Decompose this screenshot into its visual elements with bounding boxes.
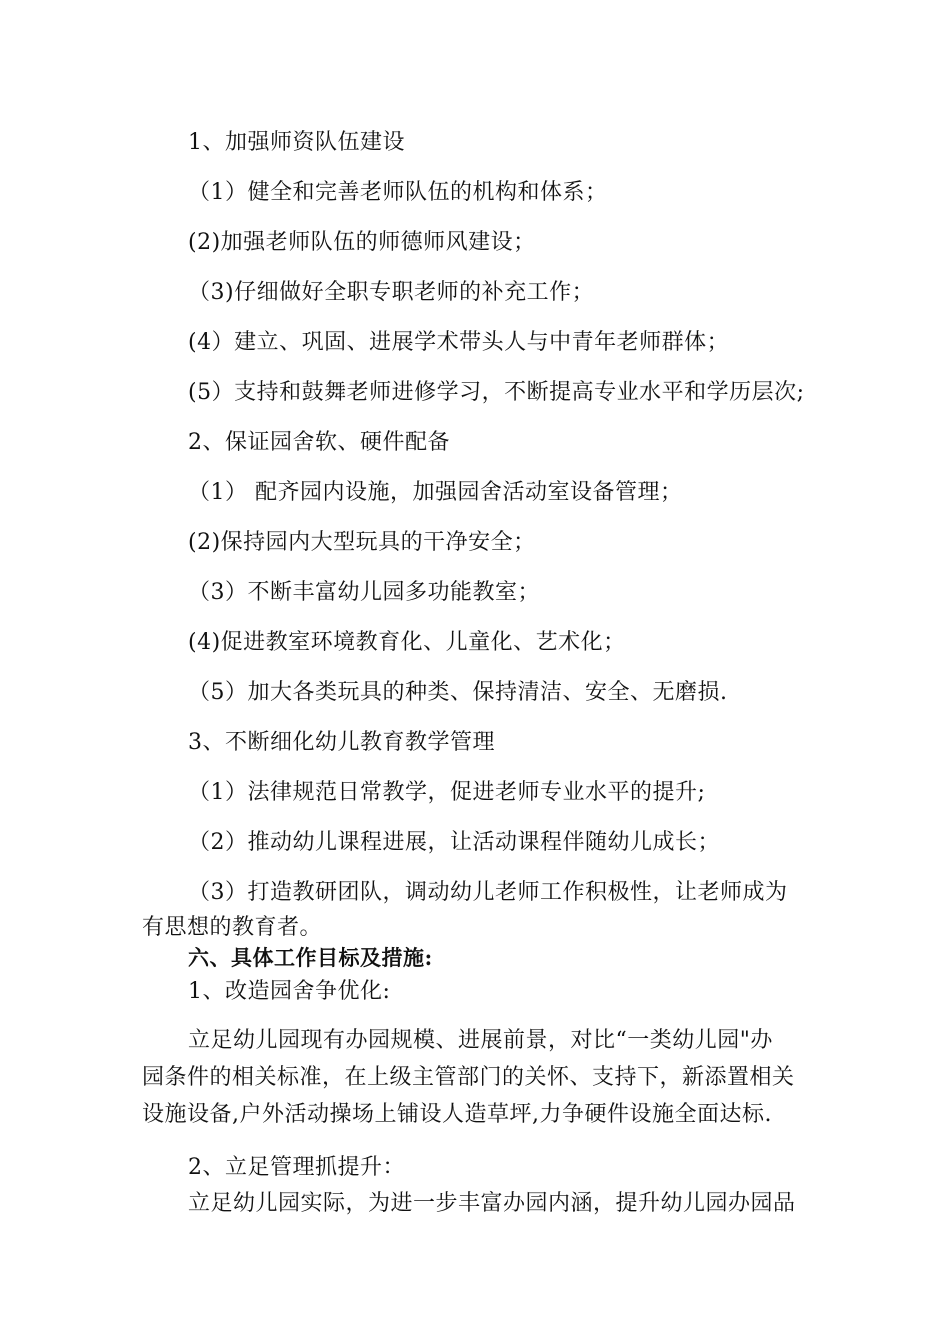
subsection-heading-management: 2、立足管理抓提升：: [188, 1155, 405, 1180]
list-item: (5）支持和鼓舞老师进修学习，不断提高专业水平和学历层次;: [188, 380, 805, 405]
list-item: （2）推动幼儿课程进展，让活动课程伴随幼儿成长；: [188, 830, 720, 855]
list-item: (4）建立、巩固、进展学术带头人与中青年老师群体；: [188, 330, 730, 355]
section-heading-teaching-management: 3、不断细化幼儿教育教学管理: [188, 730, 495, 755]
list-item: （3）打造教研团队，调动幼儿老师工作积极性，让老师成为: [188, 880, 788, 905]
paragraph-line: 园条件的相关标准，在上级主管部门的关怀、支持下，新添置相关: [142, 1065, 795, 1090]
subsection-heading-renovation: 1、改造园舍争优化:: [188, 979, 391, 1004]
list-item: （1） 配齐园内设施，加强园舍活动室设备管理；: [188, 480, 683, 505]
list-item-continuation: 有思想的教育者。: [142, 915, 323, 940]
chapter-heading-goals-measures: 六、具体工作目标及措施:: [188, 945, 433, 970]
list-item: （1）健全和完善老师队伍的机构和体系；: [188, 180, 608, 205]
section-heading-teacher-team: 1、加强师资队伍建设: [188, 130, 405, 155]
list-item: （1）法律规范日常教学，促进老师专业水平的提升;: [188, 780, 706, 805]
paragraph-line: 设施设备,户外活动操场上铺设人造草坪,力争硬件设施全面达标.: [142, 1102, 772, 1127]
section-heading-facilities: 2、保证园舍软、硬件配备: [188, 430, 450, 455]
list-item: （5）加大各类玩具的种类、保持清洁、安全、无磨损.: [188, 680, 728, 705]
list-item: (4)促进教室环境教育化、儿童化、艺术化；: [188, 630, 626, 655]
paragraph-line: 立足幼儿园实际，为进一步丰富办园内涵，提升幼儿园办园品: [188, 1191, 796, 1216]
list-item: （3)仔细做好全职专职老师的补充工作；: [188, 280, 595, 305]
list-item: (2)保持园内大型玩具的干净安全；: [188, 530, 536, 555]
list-item: (2)加强老师队伍的师德师风建设；: [188, 230, 536, 255]
list-item: （3）不断丰富幼儿园多功能教室；: [188, 580, 540, 605]
paragraph-line: 立足幼儿园现有办园规模、进展前景，对比“一类幼儿园"办: [188, 1028, 773, 1053]
